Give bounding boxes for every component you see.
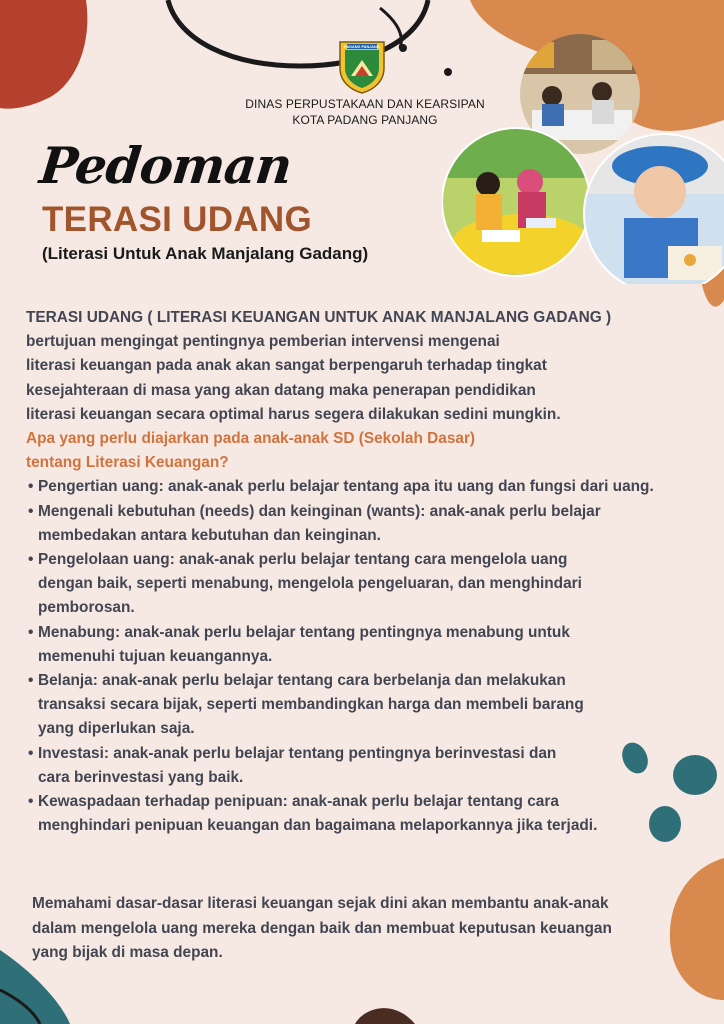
bullet-dot: • [28, 623, 34, 641]
closing-paragraph [32, 892, 712, 966]
bullet-item [28, 475, 720, 499]
bullet-item [28, 669, 720, 742]
bullet-line: Investasi: anak-anak perlu belajar tentang pentingnya berinvestasi dan [38, 744, 557, 762]
intro-line: literasi keuangan secara optimal harus segera dilakukan sedini mungkin. [26, 405, 561, 423]
bullet-line: Pengertian uang: anak-anak perlu belajar tentang apa itu uang dan fungsi dari uang. [38, 478, 654, 496]
bullet-item [28, 742, 720, 790]
intro-line: literasi keuangan pada anak akan sangat berpengaruh terhadap tingkat [26, 357, 547, 375]
bullet-line: Menabung: anak-anak perlu belajar tentang pentingnya menabung untuk [38, 623, 570, 641]
subtitle: (Literasi Untuk Anak Manjalang Gadang) [42, 244, 369, 263]
decor-black-dot [399, 44, 407, 52]
bullet-dot: • [28, 672, 34, 690]
main-title: TERASI UDANG [42, 200, 312, 239]
decor-dark-bump [355, 1008, 415, 1024]
bullet-line: Belanja: anak-anak perlu belajar tentang cara berbelanja dan melakukan [38, 672, 566, 690]
photo-child-blue-hat [584, 134, 724, 284]
question-heading [26, 427, 720, 475]
intro-paragraph [26, 306, 720, 427]
bullet-item [28, 621, 720, 669]
bullet-line: cara berinvestasi yang baik. [38, 768, 244, 786]
bullet-line: membedakan antara kebutuhan dan keinginan. [38, 526, 381, 544]
photo-collage [442, 34, 724, 284]
bullet-item [28, 500, 720, 548]
bullet-line: pemborosan. [38, 599, 135, 617]
intro-line: bertujuan mengingat pentingnya pemberian intervensi mengenai [26, 333, 500, 351]
intro-line: TERASI UDANG ( LITERASI KEUANGAN UNTUK ANAK MANJALANG GADANG ) [26, 309, 612, 326]
bullet-dot: • [28, 478, 34, 496]
bullet-line: Pengelolaan uang: anak-anak perlu belajar tentang cara mengelola uang [38, 551, 568, 569]
bullet-line: dengan baik, seperti menabung, mengelola pengeluaran, dan menghindari [38, 575, 582, 593]
bullet-dot: • [28, 502, 34, 520]
bullet-dot: • [28, 793, 34, 811]
bullet-line: yang diperlukan saja. [38, 720, 195, 738]
agency-line2: KOTA PADANG PANJANG [292, 113, 438, 127]
bullet-dot: • [28, 744, 34, 762]
logo-text: PADANG PANJANG [344, 45, 380, 49]
city-emblem-logo [337, 38, 387, 94]
script-title: Pedoman [36, 136, 295, 195]
closing-line: Memahami dasar-dasar literasi keuangan sejak dini akan membantu anak-anak [32, 895, 609, 912]
decor-black-curve [168, 0, 428, 66]
bullet-line: Kewaspadaan terhadap penipuan: anak-anak perlu belajar tentang cara [38, 793, 559, 811]
bullet-list [28, 475, 720, 838]
bullet-line: menghindari penipuan keuangan dan bagaimana melaporkannya jika terjadi. [38, 817, 598, 835]
agency-line1: DINAS PERPUSTAKAAN DAN KEARSIPAN [245, 97, 485, 111]
closing-line: dalam mengelola uang mereka dengan baik dan membuat keputusan keuangan [32, 919, 612, 937]
decor-red-blob [0, 0, 87, 109]
bullet-item [28, 790, 720, 838]
bullet-dot: • [28, 551, 34, 569]
question-line: Apa yang perlu diajarkan pada anak-anak SD (Sekolah Dasar) [26, 430, 476, 448]
intro-line: kesejahteraan di masa yang akan datang maka penerapan pendidikan [26, 381, 536, 399]
content-body [26, 306, 720, 838]
bullet-line: memenuhi tujuan keuangannya. [38, 647, 273, 665]
bullet-line: transaksi secara bijak, seperti membandingkan harga dan membeli barang [38, 696, 584, 714]
bullet-item [28, 548, 720, 621]
bullet-line: Mengenali kebutuhan (needs) dan keinginan (wants): anak-anak perlu belajar [38, 502, 601, 520]
question-line: tentang Literasi Keuangan? [26, 454, 229, 472]
closing-line: yang bijak di masa depan. [32, 944, 223, 962]
